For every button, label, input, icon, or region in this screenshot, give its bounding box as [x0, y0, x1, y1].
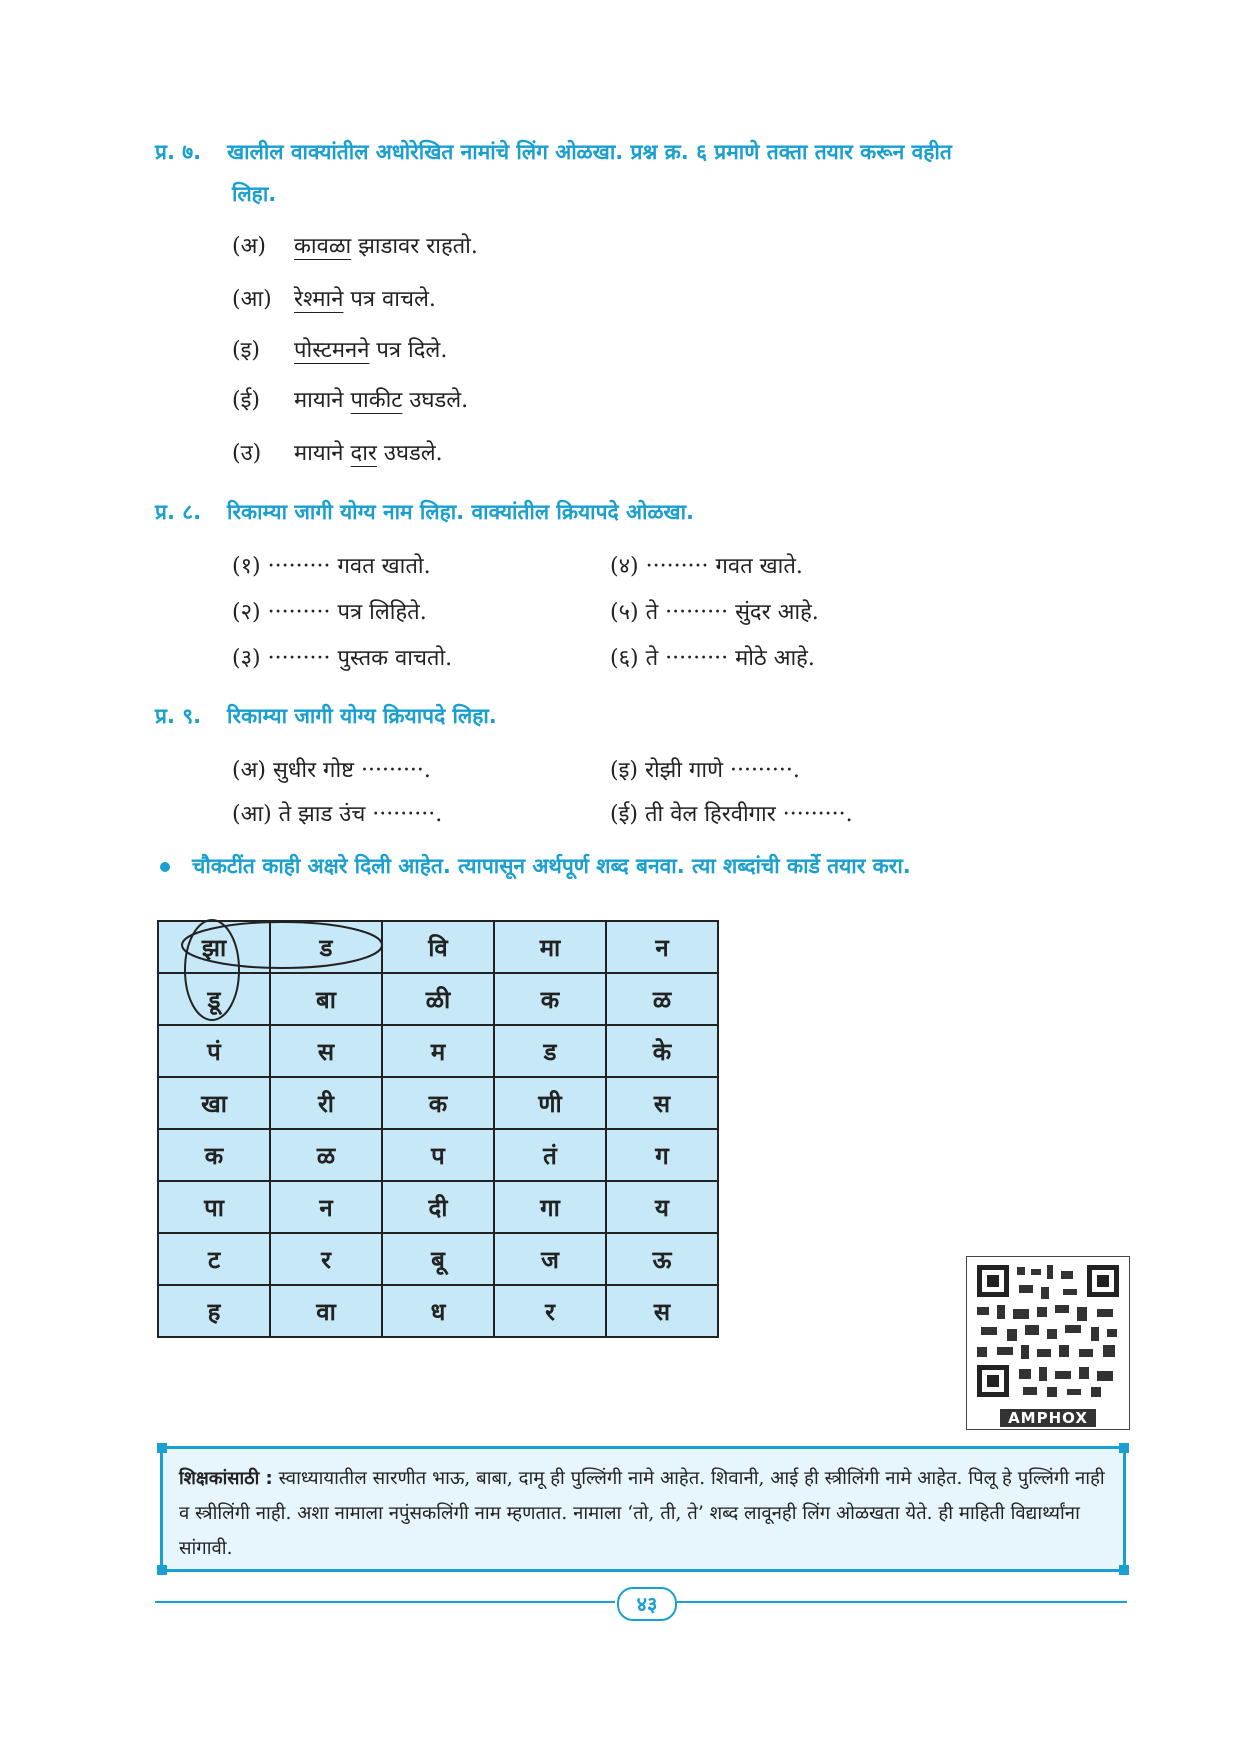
grid-cell: स: [606, 1077, 718, 1129]
grid-cell: स: [270, 1025, 382, 1077]
grid-cell: क: [382, 1077, 494, 1129]
grid-cell: मा: [494, 921, 606, 973]
grid-cell: ळी: [382, 973, 494, 1025]
grid-cell: स: [606, 1285, 718, 1337]
grid-cell: ळ: [606, 973, 718, 1025]
underlined-noun: रेश्माने: [294, 287, 344, 312]
q7-item-1: (अ) कावळा झाडावर राहतो.: [232, 234, 478, 259]
grid-cell: प: [382, 1129, 494, 1181]
q8-item-2: (२) ········· पत्र लिहिते.: [232, 600, 427, 625]
q7-item-5: (उ) मायाने दार उघडले.: [232, 441, 443, 466]
q7-text: खालील वाक्यांतील अधोरेखित नामांचे लिंग ओळखा. प्रश्न क्र. ६ प्रमाणे तक्ता तयार करून वहीत: [227, 140, 952, 164]
grid-cell: डू: [158, 973, 270, 1025]
horizontal-circle-mark: [182, 922, 382, 968]
corner-mark: [157, 1443, 167, 1453]
q9-number: प्र. ९.: [155, 704, 202, 728]
grid-cell: ळ: [270, 1129, 382, 1181]
vertical-circle-mark: [185, 920, 239, 1020]
grid-cell: गा: [494, 1181, 606, 1233]
qr-code[interactable]: [966, 1256, 1130, 1430]
grid-cell: ध: [382, 1285, 494, 1337]
underlined-noun: दार: [350, 441, 377, 466]
q7-item-4: (ई) मायाने पाकीट उघडले.: [232, 388, 469, 413]
teacher-note-box: [160, 1446, 1126, 1572]
underlined-noun: पाकीट: [350, 388, 403, 413]
grid-cell: ऊ: [606, 1233, 718, 1285]
grid-cell: खा: [158, 1077, 270, 1129]
q8-number: प्र. ८.: [155, 500, 202, 524]
footer-rule-left: [155, 1601, 615, 1603]
underlined-noun: पोस्टमनने: [294, 338, 370, 363]
grid-cell: ह: [158, 1285, 270, 1337]
q8-item-3: (३) ········· पुस्तक वाचतो.: [232, 646, 453, 671]
grid-cell: दी: [382, 1181, 494, 1233]
grid-cell: णी: [494, 1077, 606, 1129]
grid-cell: ड: [270, 921, 382, 973]
grid-cell: पा: [158, 1181, 270, 1233]
q7-item-2: (आ) रेश्माने पत्र वाचले.: [232, 287, 436, 312]
q8-item-5: (५) ते ········· सुंदर आहे.: [610, 600, 819, 625]
q9-item-1: (अ) सुधीर गोष्ट ·········.: [232, 758, 431, 783]
corner-mark: [1119, 1565, 1129, 1575]
corner-mark: [1119, 1443, 1129, 1453]
grid-cell: ट: [158, 1233, 270, 1285]
qr-code-icon: [967, 1257, 1129, 1407]
grid-cell: र: [270, 1233, 382, 1285]
grid-cell: क: [158, 1129, 270, 1181]
qr-label: AMPHOX: [967, 1409, 1129, 1427]
teacher-note-text: स्वाध्यायातील सारणीत भाऊ, बाबा, दामू ही पुल्लिंगी नामे आहेत. शिवानी, आई ही स्त्रीलिंगी नामे आहेत. पिलू हे पुल्लिंगी नाही व स्त्रीलिंगी नाही. अशा नामाला नपुंसकलिंगी नाम म्हणतात. नामाला ‘तो, ती, ते’ शब्द लावूनही लिंग ओळखता येते. ही माहिती विद्यार्थ्यांना सांगावी.: [179, 1468, 1105, 1559]
grid-cell: झा: [158, 921, 270, 973]
grid-cell: तं: [494, 1129, 606, 1181]
grid-cell: वि: [382, 921, 494, 973]
q7-text-cont: लिहा.: [232, 182, 277, 206]
grid-cell: वा: [270, 1285, 382, 1337]
activity-text: चौकटींत काही अक्षरे दिली आहेत. त्यापासून अर्थपूर्ण शब्द बनवा. त्या शब्दांची कार्डे तयार करा.: [192, 854, 911, 878]
q7-number: प्र. ७.: [155, 140, 202, 164]
grid-cell: क: [494, 973, 606, 1025]
q8-text: रिकाम्या जागी योग्य नाम लिहा. वाक्यांतील क्रियापदे ओळखा.: [227, 500, 695, 524]
grid-cell: ड: [494, 1025, 606, 1077]
grid-cell: र: [494, 1285, 606, 1337]
grid-cell: बू: [382, 1233, 494, 1285]
q9-text: रिकाम्या जागी योग्य क्रियापदे लिहा.: [227, 704, 497, 728]
q9-item-4: (ई) ती वेल हिरवीगार ·········.: [610, 802, 853, 827]
grid-cell: के: [606, 1025, 718, 1077]
corner-mark: [157, 1565, 167, 1575]
grid-cell: न: [606, 921, 718, 973]
q9-item-2: (आ) ते झाड उंच ·········.: [232, 802, 443, 827]
q8-item-1: (१) ········· गवत खातो.: [232, 554, 431, 579]
grid-cell: पं: [158, 1025, 270, 1077]
teacher-note-heading: शिक्षकांसाठी :: [179, 1468, 273, 1489]
q7-item-3: (इ) पोस्टमनने पत्र दिले.: [232, 338, 448, 363]
footer-rule-right: [677, 1601, 1127, 1603]
grid-cell: य: [606, 1181, 718, 1233]
grid-cell: री: [270, 1077, 382, 1129]
page-number: ४३: [617, 1587, 677, 1621]
q9-item-3: (इ) रोझी गाणे ·········.: [610, 758, 800, 783]
q8-item-4: (४) ········· गवत खाते.: [610, 554, 803, 579]
q8-item-6: (६) ते ········· मोठे आहे.: [610, 646, 815, 671]
underlined-noun: कावळा: [294, 234, 352, 259]
grid-cell: ग: [606, 1129, 718, 1181]
grid-cell: म: [382, 1025, 494, 1077]
grid-cell: न: [270, 1181, 382, 1233]
grid-cell: ज: [494, 1233, 606, 1285]
grid-cell: बा: [270, 973, 382, 1025]
